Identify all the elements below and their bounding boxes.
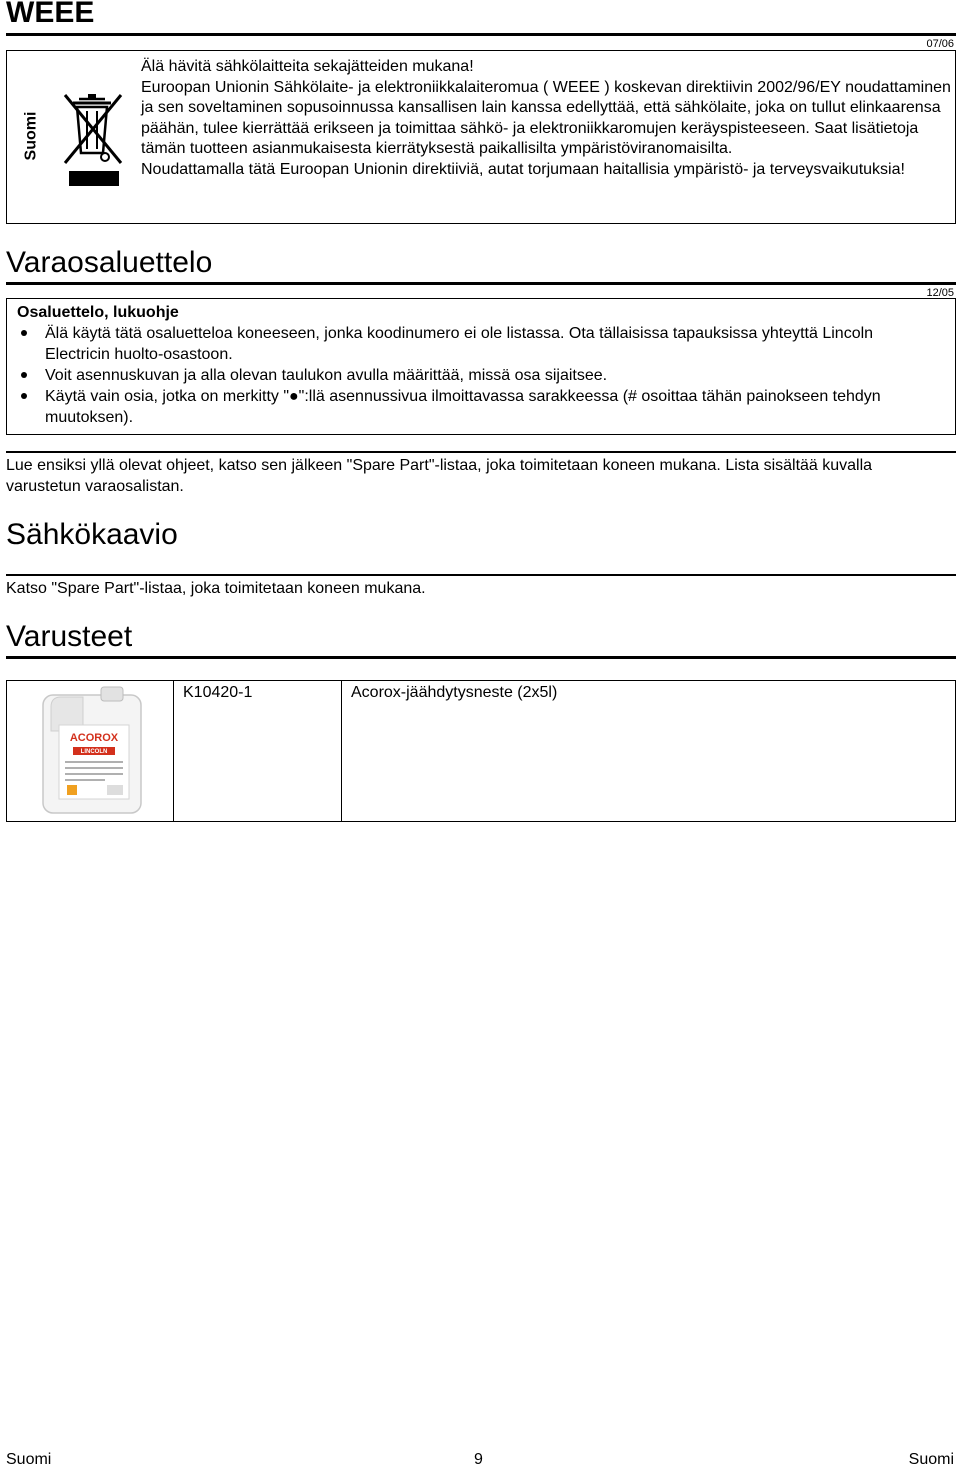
weee-warning: Älä hävitä sähkölaitteita sekajätteiden mukana! bbox=[141, 58, 474, 75]
canister-brand-text: ACOROX bbox=[69, 732, 119, 744]
weee-text bbox=[141, 57, 951, 180]
wiring-rule bbox=[6, 574, 956, 576]
parts-rule bbox=[6, 282, 956, 285]
weee-directive-text: Euroopan Unionin Sähkölaite- ja elektroniikkalaiteromua ( WEEE ) koskevan direktiivin 2002/96/EY noudattaminen ja sen soveltaminen sopusoinnussa kansallisen lain kanssa edellyttää, että sähkölaite, joka on tullut elinkaarensa päähän, tulee kierrättää erikseen ja toimittaa sähkö- ja elektroniikkaromujen keräyspisteeseen. Saat lisätietoja tämän tuotteen asianmukaisesta kierrätyksestä paikallisilta ympäristöviranomaisilta. bbox=[141, 78, 951, 157]
parts-instructions-box bbox=[6, 298, 956, 435]
crossed-out-wheelie-bin-icon bbox=[61, 87, 127, 192]
footer-left: Suomi bbox=[6, 1451, 52, 1468]
accessory-description: Acorox-jäähdytysneste (2x5l) bbox=[351, 684, 558, 701]
table-row bbox=[7, 681, 956, 822]
weee-date-code: 07/06 bbox=[926, 38, 954, 50]
parts-box-title: Osaluettelo, lukuohje bbox=[17, 304, 179, 321]
accessory-image-cell bbox=[7, 681, 174, 822]
coolant-canister-image bbox=[7, 681, 173, 820]
parts-bullet-list bbox=[7, 323, 927, 428]
weee-box bbox=[6, 50, 956, 224]
bullet-item: Voit asennuskuvan ja alla olevan taulukon avulla määrittää, missä osa sijaitsee. bbox=[7, 365, 927, 386]
accessories-table bbox=[6, 680, 956, 822]
accessories-heading: Varusteet bbox=[6, 620, 133, 653]
title-rule bbox=[6, 33, 956, 36]
accessory-code: K10420-1 bbox=[183, 684, 253, 701]
canister-sub-text: LINCOLN bbox=[80, 749, 108, 755]
note-rule bbox=[6, 451, 956, 453]
weee-side-label: Suomi bbox=[22, 111, 40, 161]
page-title: WEEE bbox=[6, 0, 95, 29]
parts-heading: Varaosaluettelo bbox=[6, 246, 213, 279]
accessory-code-cell bbox=[174, 681, 342, 822]
parts-date-code: 12/05 bbox=[926, 287, 954, 299]
accessory-description-cell bbox=[342, 681, 956, 822]
wiring-heading: Sähkökaavio bbox=[6, 518, 178, 551]
weee-closing-text: Noudattamalla tätä Euroopan Unionin direktiiviä, autat torjumaan haitallisia ympäristö- ja terveysvaikutuksia! bbox=[141, 160, 905, 178]
parts-note: Lue ensiksi yllä olevat ohjeet, katso sen jälkeen "Spare Part"-listaa, joka toimitetaan koneen mukana. Lista sisältää kuvalla varustetun varaosalistan. bbox=[6, 457, 873, 495]
accessories-rule bbox=[6, 656, 956, 659]
footer-right: Suomi bbox=[908, 1451, 954, 1468]
bullet-item: Käytä vain osia, jotka on merkitty "●":llä asennussivua ilmoittavassa sarakkeessa (# osoittaa tähän painokseen tehdyn muutoksen). bbox=[7, 386, 927, 428]
page-number: 9 bbox=[474, 1451, 483, 1468]
bullet-item: Älä käytä tätä osaluetteloa koneeseen, jonka koodinumero ei ole listassa. Ota tällaisissa tapauksissa yhteyttä Lincoln Electricin huolto-osastoon. bbox=[7, 323, 927, 365]
wiring-note: Katso "Spare Part"-listaa, joka toimitetaan koneen mukana. bbox=[6, 580, 426, 597]
